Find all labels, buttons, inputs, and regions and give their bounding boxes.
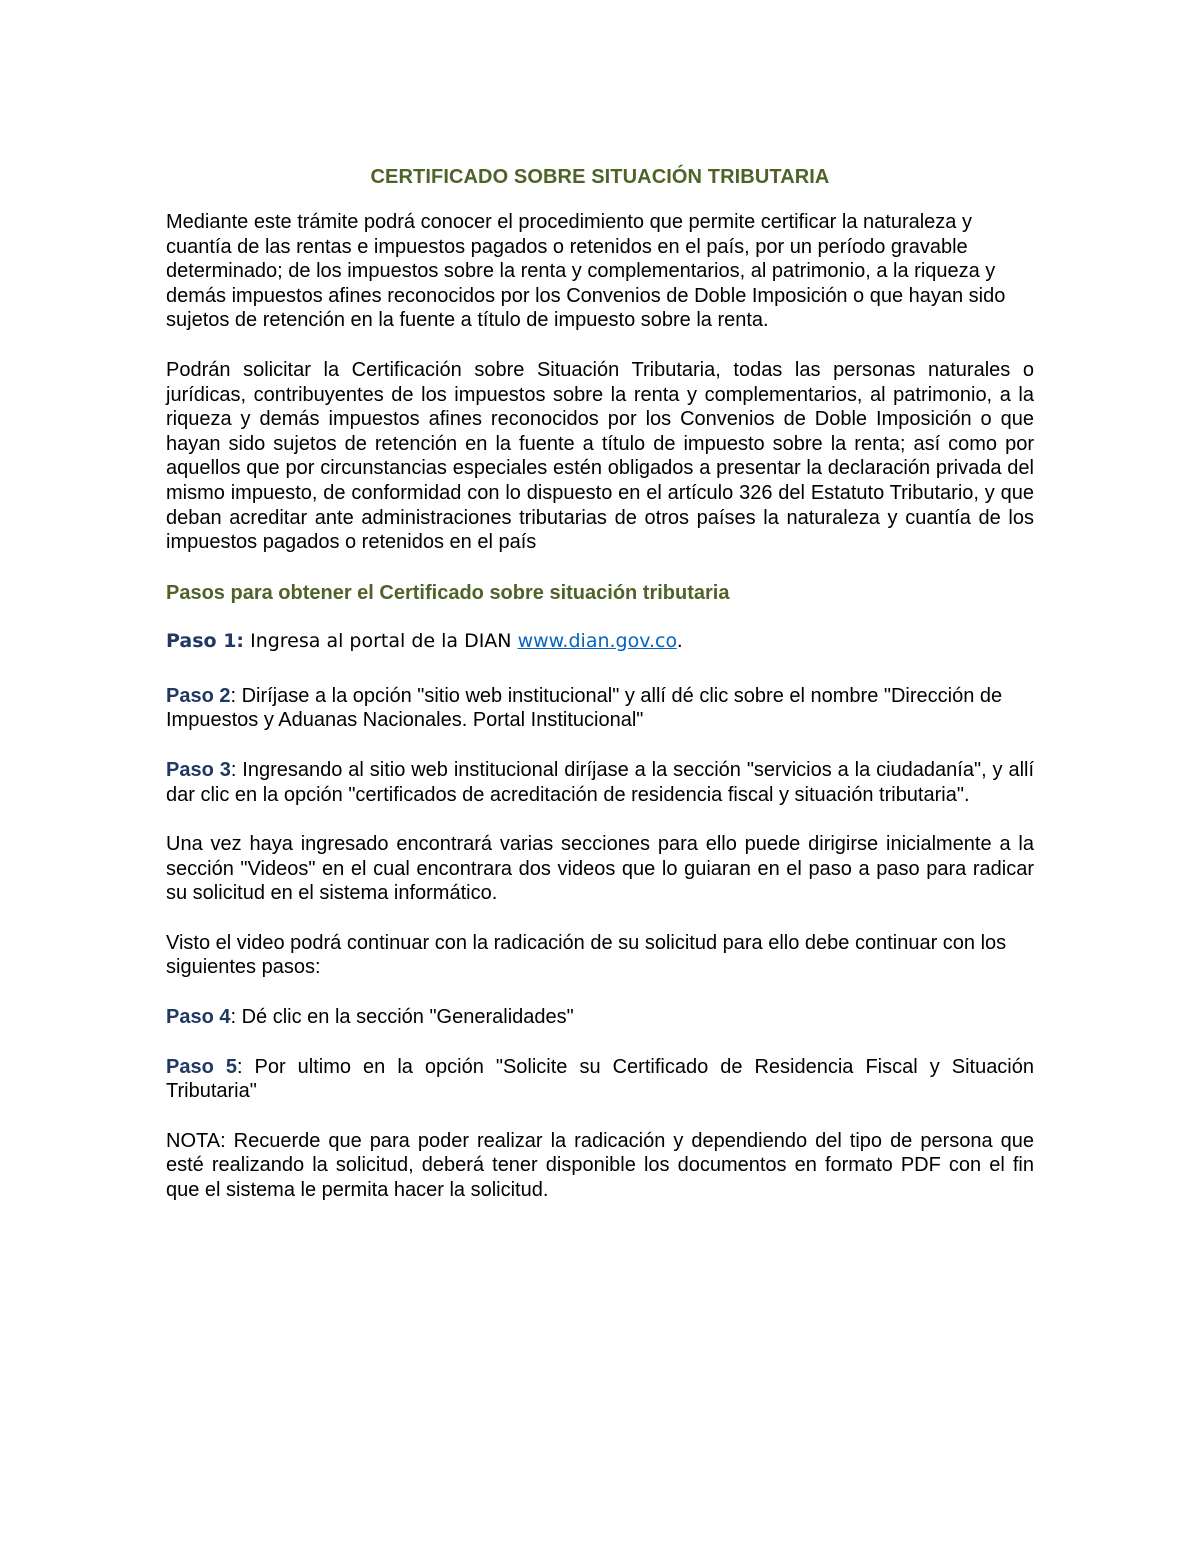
step-4	[166, 1005, 1034, 1030]
dian-portal-link[interactable]: www.dian.gov.co	[517, 629, 677, 652]
step-4-label: Paso 4	[166, 1006, 231, 1029]
videos-paragraph: Una vez haya ingresado encontrará varias secciones para ello puede dirigirse inicialmente a la sección "Videos" en el cual encontrara dos videos que lo guiaran en el paso a paso para radicar su solicitud en el sistema informático.	[166, 833, 1034, 905]
step-4-text: : Dé clic en la sección "Generalidades"	[230, 1006, 574, 1029]
continue-paragraph: Visto el video podrá continuar con la radicación de su solicitud para ello debe continuar con los siguientes pasos:	[166, 931, 1007, 979]
step-5-label: Paso 5	[166, 1055, 237, 1078]
step-2	[166, 684, 1034, 733]
step-5	[166, 1055, 1034, 1104]
step-1-text: Ingresa al portal de la DIAN	[244, 629, 518, 652]
intro-paragraph: Mediante este trámite podrá conocer el procedimiento que permite certificar la naturaleza y cuantía de las rentas e impuestos pagados o retenidos en el país, por un período gravable determinado; de los impuestos sobre la renta y complementarios, al patrimonio, a la riqueza y demás impuestos afines reconocidos por los Convenios de Doble Imposición o que hayan sido sujetos de retención en la fuente a título de impuesto sobre la renta.	[166, 211, 1006, 332]
nota-paragraph: NOTA: Recuerde que para poder realizar la radicación y dependiendo del tipo de persona que esté realizando la solicitud, deberá tener disponible los documentos en formato PDF con el fin que el sistema le permita hacer la solicitud.	[166, 1129, 1034, 1202]
step-2-text: : Diríjase a la opción "sitio web institucional" y allí dé clic sobre el nombre "Dirección de Impuestos y Aduanas Nacionales. Portal Institucional"	[166, 684, 1003, 732]
eligibility-paragraph: Podrán solicitar la Certificación sobre Situación Tributaria, todas las personas naturales o jurídicas, contribuyentes de los impuestos sobre la renta y complementarios, al patrimonio, a la riqueza y demás impuestos afines reconocidos por los Convenios de Doble Imposición o que hayan sido sujetos de retención en la fuente a título de impuesto sobre la renta; así como por aquellos que por circunstancias especiales estén obligados a presentar la declaración privada del mismo impuesto, de conformidad con lo dispuesto en el artículo 326 del Estatuto Tributario, y que deban acreditar ante administraciones tributarias de otros países la naturaleza y cuantía de los impuestos pagados o retenidos en el país	[166, 358, 1034, 554]
step-3-label: Paso 3	[166, 758, 231, 781]
step-1-suffix: .	[676, 629, 683, 652]
step-5-text: : Por ultimo en la opción "Solicite su Certificado de Residencia Fiscal y Situación Tributaria"	[166, 1055, 1035, 1103]
step-3-text: : Ingresando al sitio web institucional diríjase a la sección "servicios a la ciudadanía", y allí dar clic en la opción "certificados de acreditación de residencia fiscal y situación tributaria".	[166, 758, 1035, 806]
step-1-label: Paso 1:	[166, 629, 245, 652]
step-2-label: Paso 2	[166, 684, 231, 707]
step-1	[166, 628, 1034, 654]
steps-heading: Pasos para obtener el Certificado sobre situación tributaria	[166, 581, 730, 604]
step-3	[166, 758, 1034, 807]
document-title: CERTIFICADO SOBRE SITUACIÓN TRIBUTARIA	[370, 166, 830, 188]
